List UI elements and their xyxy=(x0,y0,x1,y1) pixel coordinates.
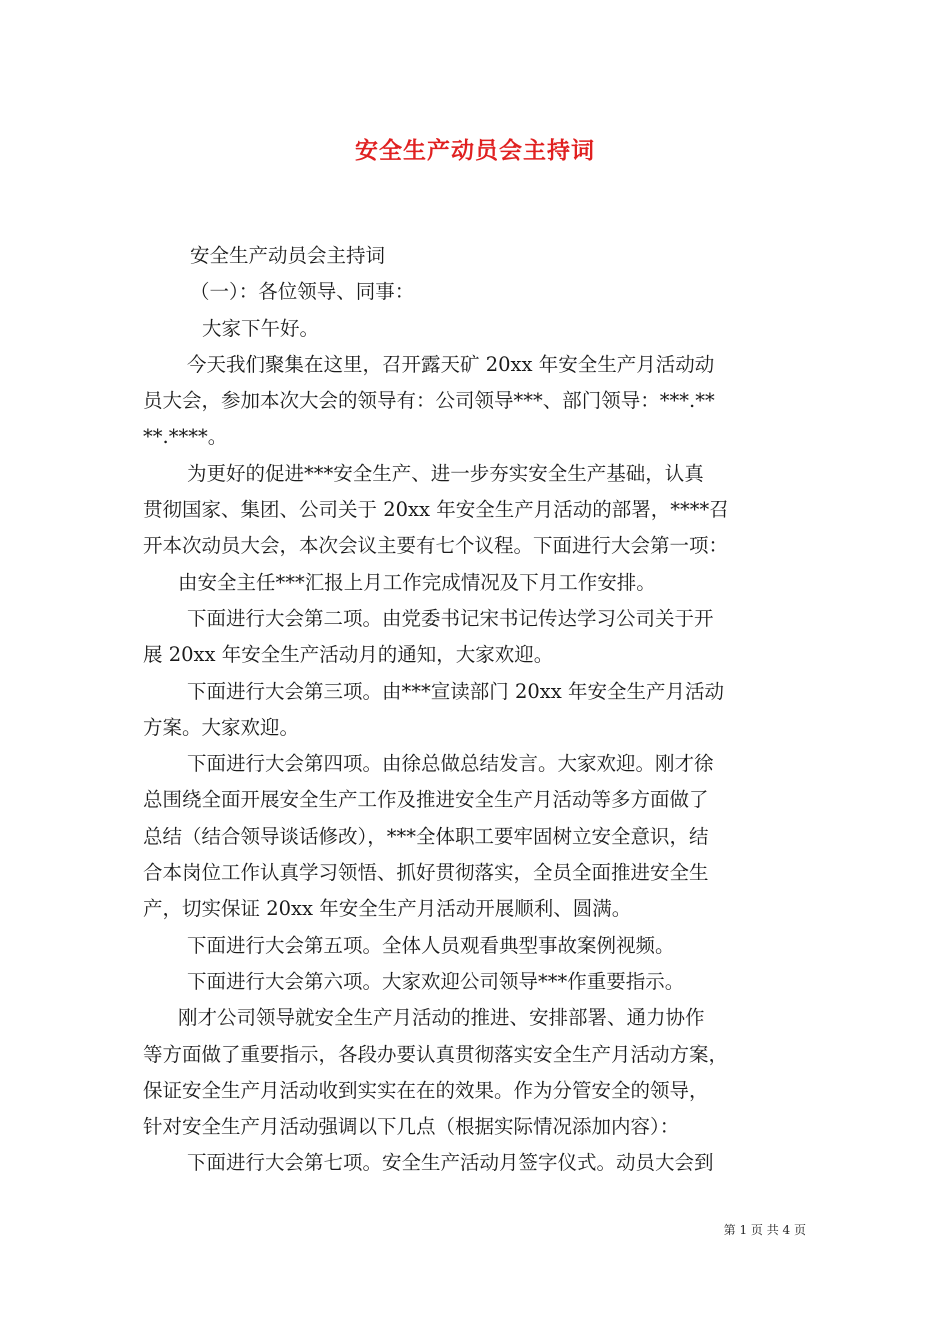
paragraph-line: 展 20xx 年安全生产活动月的通知，大家欢迎。 xyxy=(143,643,554,667)
salutation-line: （一）：各位领导、同事： xyxy=(190,280,415,304)
paragraph-line: 下面进行大会第五项。全体人员观看典型事故案例视频。 xyxy=(187,933,675,957)
page-number: 第 1 页 共 4 页 xyxy=(723,1223,806,1237)
paragraph-line: 今天我们聚集在这里，召开露天矿 20xx 年安全生产月活动动 xyxy=(187,352,715,376)
document-body xyxy=(143,238,811,1182)
paragraph-line: 等方面做了重要指示，各段办要认真贯彻落实安全生产月活动方案， xyxy=(143,1042,729,1066)
paragraph-line: 总围绕全面开展安全生产工作及推进安全生产月活动等多方面做了 xyxy=(143,788,709,812)
paragraph-line: 下面进行大会第七项。安全生产活动月签字仪式。动员大会到 xyxy=(187,1151,714,1175)
paragraph-line: 产，切实保证 20xx 年安全生产月活动开展顺利、圆满。 xyxy=(143,897,632,921)
greeting-line: 大家下午好。 xyxy=(202,316,320,340)
paragraph-line: 由安全主任***汇报上月工作完成情况及下月工作安排。 xyxy=(178,570,656,594)
paragraph-line: 下面进行大会第六项。大家欢迎公司领导***作重要指示。 xyxy=(187,969,685,993)
paragraph-line: 开本次动员大会，本次会议主要有七个议程。下面进行大会第一项： xyxy=(143,534,729,558)
paragraph-line: 方案。大家欢迎。 xyxy=(143,715,300,739)
paragraph-line: 针对安全生产月活动强调以下几点（根据实际情况添加内容）： xyxy=(143,1115,680,1139)
paragraph-line: 合本岗位工作认真学习领悟、抓好贯彻落实，全员全面推进安全生 xyxy=(143,861,709,885)
document-title: 安全生产动员会主持词 xyxy=(355,137,595,164)
paragraph-line: 员大会，参加本次大会的领导有：公司领导***、部门领导：***.** xyxy=(143,389,715,413)
paragraph-line: **.****。 xyxy=(143,425,228,449)
subtitle-line: 安全生产动员会主持词 xyxy=(190,244,386,267)
paragraph-line: 下面进行大会第二项。由党委书记宋书记传达学习公司关于开 xyxy=(187,606,714,630)
paragraph-line: 总结（结合领导谈话修改），***全体职工要牢固树立安全意识，结 xyxy=(143,824,709,848)
paragraph-line: 下面进行大会第三项。由***宣读部门 20xx 年安全生产月活动 xyxy=(187,679,724,703)
paragraph-line: 保证安全生产月活动收到实实在在的效果。作为分管安全的领导， xyxy=(143,1078,709,1102)
paragraph-line: 为更好的促进***安全生产、进一步夯实安全生产基础，认真 xyxy=(187,461,704,485)
paragraph-line: 刚才公司领导就安全生产月活动的推进、安排部署、通力协作 xyxy=(178,1006,705,1030)
paragraph-line: 贯彻国家、集团、公司关于 20xx 年安全生产月活动的部署，****召 xyxy=(143,498,729,522)
paragraph-line: 下面进行大会第四项。由徐总做总结发言。大家欢迎。刚才徐 xyxy=(187,752,714,776)
